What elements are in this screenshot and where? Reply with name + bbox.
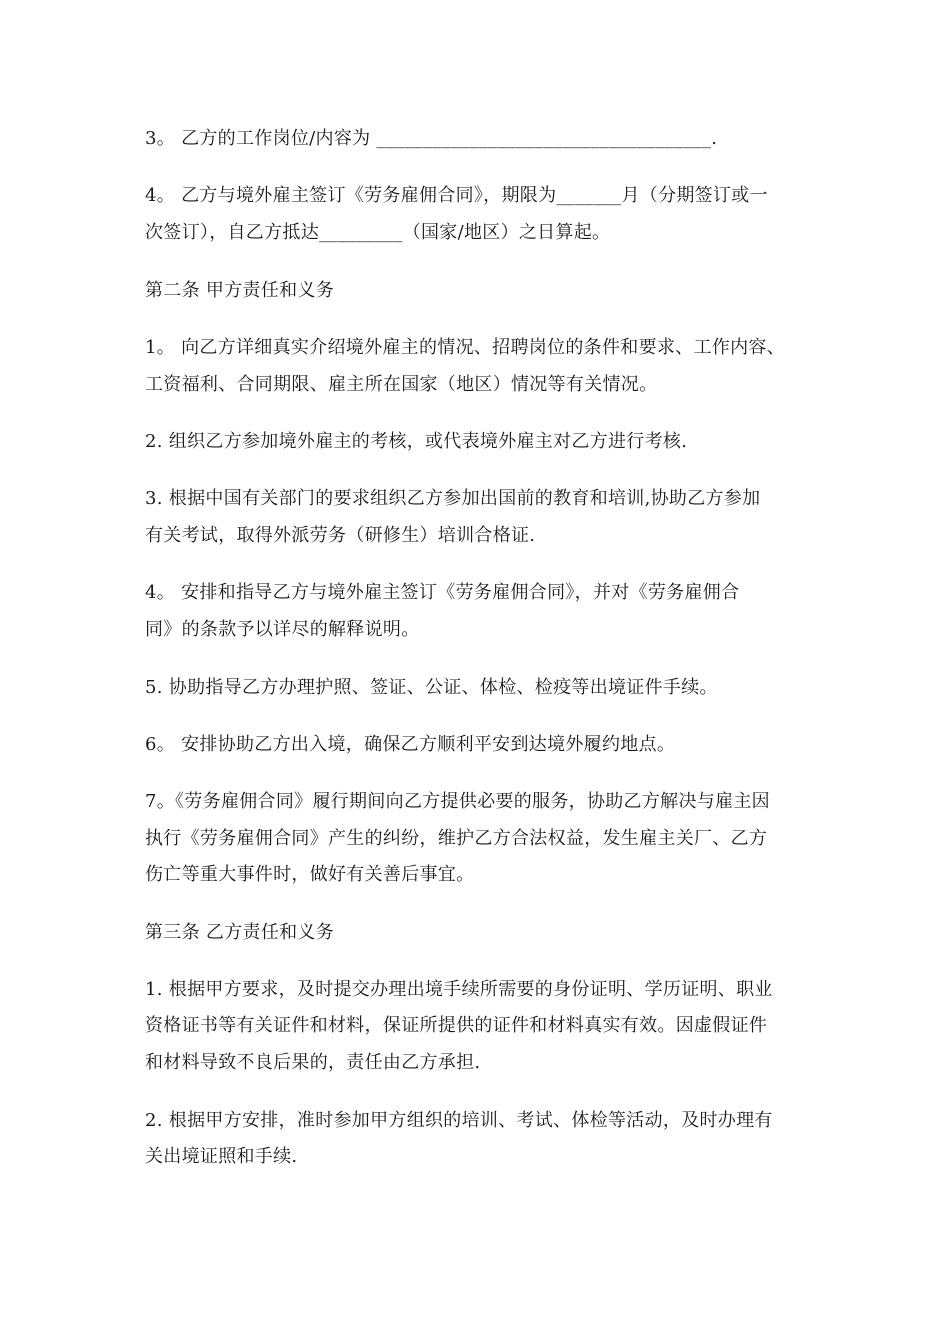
text-line: 3. 根据中国有关部门的要求组织乙方参加出国前的教育和培训,协助乙方参加 — [145, 488, 761, 509]
text-line: 7。《劳务雇佣合同》履行期间向乙方提供必要的服务，协助乙方解决与雇主因 — [145, 791, 770, 812]
text-line: 3。 乙方的工作岗位/内容为 ____________________________________. — [145, 128, 718, 149]
text-line: 工资福利、合同期限、雇主所在国家（地区）情况等有关情况。 — [145, 374, 658, 395]
text-line: 2. 根据甲方安排，准时参加甲方组织的培训、考试、体检等活动，及时办理有 — [145, 1110, 773, 1131]
text-line: 和材料导致不良后果的，责任由乙方承担. — [145, 1052, 481, 1073]
text-line: 4。 安排和指导乙方与境外雇主签订《劳务雇佣合同》，并对《劳务雇佣合 — [145, 582, 740, 603]
text-line: 第二条 甲方责任和义务 — [145, 280, 335, 301]
text-line: 第三条 乙方责任和义务 — [145, 922, 335, 943]
text-line: 有关考试，取得外派劳务（研修生）培训合格证. — [145, 525, 536, 546]
text-line: 1. 根据甲方要求，及时提交办理出境手续所需要的身份证明、学历证明、职业 — [145, 979, 773, 1000]
text-line: 4。 乙方与境外雇主签订《劳务雇佣合同》，期限为_______月（分期签订或一 — [145, 185, 768, 206]
text-line: 伤亡等重大事件时，做好有关善后事宜。 — [145, 864, 475, 885]
text-line: 执行《劳务雇佣合同》产生的纠纷，维护乙方合法权益，发生雇主关厂、乙方 — [145, 828, 768, 849]
text-line: 2. 组织乙方参加境外雇主的考核，或代表境外雇主对乙方进行考核. — [145, 431, 688, 452]
text-line: 关出境证照和手续. — [145, 1146, 298, 1167]
text-line: 5. 协助指导乙方办理护照、签证、公证、体检、检疫等出境证件手续。 — [145, 677, 718, 698]
text-line: 同》的条款予以详尽的解释说明。 — [145, 619, 420, 640]
text-line: 1。 向乙方详细真实介绍境外雇主的情况、招聘岗位的条件和要求、工作内容、 — [145, 337, 785, 358]
text-line: 6。 安排协助乙方出入境，确保乙方顺利平安到达境外履约地点。 — [145, 734, 676, 755]
text-line: 资格证书等有关证件和材料，保证所提供的证件和材料真实有效。因虚假证件 — [145, 1015, 768, 1036]
text-line: 次签订），自乙方抵达_________（国家/地区）之日算起。 — [145, 222, 611, 243]
